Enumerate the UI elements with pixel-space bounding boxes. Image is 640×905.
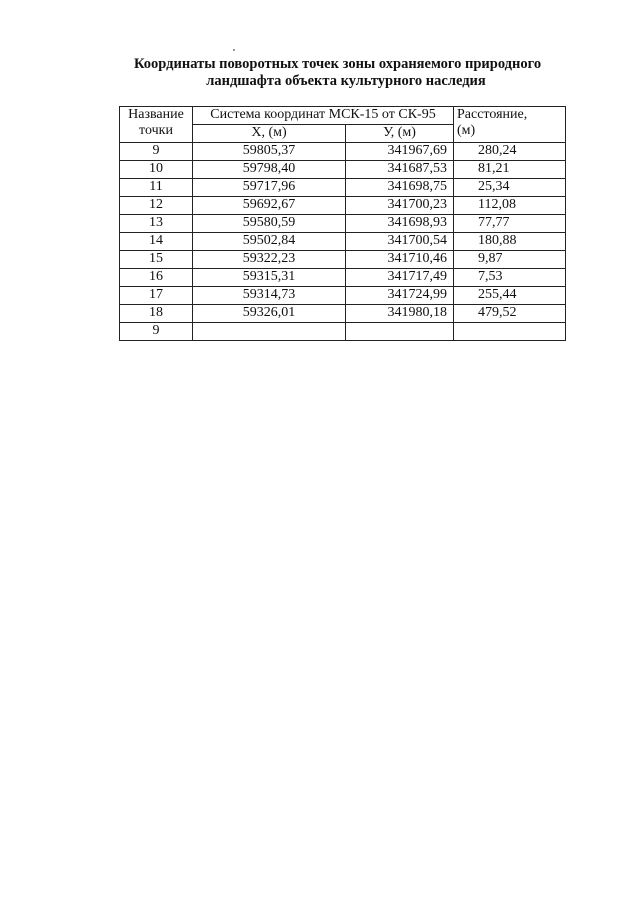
table-row — [120, 269, 566, 287]
cell-y: 341724,99 — [346, 287, 454, 305]
cell-y: 341717,49 — [346, 269, 454, 287]
cell-distance: 180,88 — [454, 233, 566, 251]
cell-point-name: 9 — [120, 143, 193, 161]
header-distance — [454, 107, 566, 143]
cell-point-name: 15 — [120, 251, 193, 269]
cell-x: 59315,31 — [193, 269, 346, 287]
cell-y: 341700,23 — [346, 197, 454, 215]
cell-y: 341687,53 — [346, 161, 454, 179]
cell-x: 59314,73 — [193, 287, 346, 305]
cell-y: 341700,54 — [346, 233, 454, 251]
cell-point-name: 12 — [120, 197, 193, 215]
cell-x: 59717,96 — [193, 179, 346, 197]
cell-distance — [454, 323, 566, 341]
cell-distance: 77,77 — [454, 215, 566, 233]
cell-distance: 9,87 — [454, 251, 566, 269]
cell-distance: 25,34 — [454, 179, 566, 197]
header-y: У, (м) — [346, 125, 454, 143]
cell-x — [193, 323, 346, 341]
cell-x: 59322,23 — [193, 251, 346, 269]
table-row — [120, 161, 566, 179]
scan-speck — [233, 49, 235, 51]
cell-y: 341980,18 — [346, 305, 454, 323]
header-distance-line-2: (м) — [457, 123, 476, 138]
table-row — [120, 323, 566, 341]
cell-y: 341967,69 — [346, 143, 454, 161]
title-line-2: ландшафта объекта культурного наследия — [206, 73, 486, 89]
cell-x: 59502,84 — [193, 233, 346, 251]
table-row — [120, 143, 566, 161]
cell-distance: 81,21 — [454, 161, 566, 179]
table-header-row-1 — [120, 107, 566, 125]
cell-point-name: 17 — [120, 287, 193, 305]
table-row — [120, 287, 566, 305]
coordinates-table — [119, 106, 566, 341]
cell-x: 59326,01 — [193, 305, 346, 323]
cell-y: 341698,75 — [346, 179, 454, 197]
document-title — [118, 56, 574, 90]
header-x: X, (м) — [193, 125, 346, 143]
cell-point-name: 10 — [120, 161, 193, 179]
cell-point-name: 11 — [120, 179, 193, 197]
header-distance-line-1: Расстояние, — [457, 107, 528, 122]
cell-y — [346, 323, 454, 341]
cell-point-name: 9 — [120, 323, 193, 341]
title-line-1: Координаты поворотных точек зоны охраняемого природного — [134, 56, 542, 72]
table-row — [120, 215, 566, 233]
header-coordinate-system: Система координат МСК-15 от СК-95 — [193, 107, 454, 125]
cell-x: 59580,59 — [193, 215, 346, 233]
header-point-name-line-2: точки — [139, 123, 173, 138]
cell-point-name: 16 — [120, 269, 193, 287]
cell-x: 59805,37 — [193, 143, 346, 161]
header-point-name — [120, 107, 193, 143]
table-row — [120, 179, 566, 197]
table-row — [120, 197, 566, 215]
cell-distance: 7,53 — [454, 269, 566, 287]
cell-distance: 112,08 — [454, 197, 566, 215]
cell-y: 341698,93 — [346, 215, 454, 233]
cell-x: 59692,67 — [193, 197, 346, 215]
cell-point-name: 14 — [120, 233, 193, 251]
table-row — [120, 233, 566, 251]
table-row — [120, 251, 566, 269]
cell-distance: 479,52 — [454, 305, 566, 323]
cell-distance: 280,24 — [454, 143, 566, 161]
cell-point-name: 18 — [120, 305, 193, 323]
header-point-name-line-1: Название — [128, 107, 184, 122]
table-body — [120, 143, 566, 341]
table-row — [120, 305, 566, 323]
cell-distance: 255,44 — [454, 287, 566, 305]
cell-y: 341710,46 — [346, 251, 454, 269]
cell-x: 59798,40 — [193, 161, 346, 179]
cell-point-name: 13 — [120, 215, 193, 233]
